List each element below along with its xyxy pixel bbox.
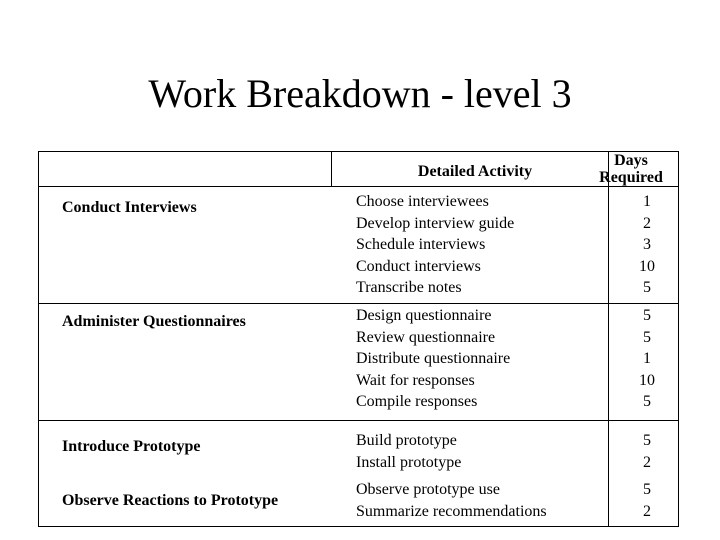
activity-list — [356, 305, 510, 413]
days-value: 2 — [643, 214, 651, 232]
activity-item: Schedule interviews — [356, 236, 486, 253]
task-label: Conduct Interviews — [62, 199, 197, 216]
activity-item: Compile responses — [356, 393, 478, 410]
activity-item: Choose interviewees — [356, 193, 489, 210]
activity-item: Distribute questionnaire — [356, 350, 511, 367]
activity-list — [356, 479, 547, 522]
days-value: 5 — [643, 481, 651, 498]
days-list — [617, 191, 677, 299]
activity-item: Install prototype — [356, 453, 462, 471]
page-title: Work Breakdown - level 3 — [148, 71, 572, 116]
activity-item: Summarize recommendations — [356, 502, 547, 520]
header-days-required — [592, 152, 670, 186]
header-detailed-activity: Detailed Activity — [417, 163, 533, 180]
activity-item: Design questionnaire — [356, 307, 492, 324]
days-list — [617, 305, 677, 413]
row-divider — [38, 303, 679, 304]
row-divider — [38, 420, 679, 421]
activity-item: Develop interview guide — [356, 214, 515, 232]
activity-item: Conduct interviews — [356, 257, 481, 275]
days-list — [617, 479, 677, 522]
days-value: 5 — [643, 307, 651, 324]
days-value: 5 — [643, 432, 651, 449]
header-column-divider — [331, 151, 332, 186]
activity-list — [356, 191, 514, 299]
days-value: 3 — [643, 236, 651, 253]
days-value: 5 — [643, 328, 651, 346]
header-divider — [38, 186, 679, 187]
days-value: 10 — [639, 371, 655, 389]
activity-list — [356, 430, 461, 473]
header-required-line: Required — [599, 169, 663, 186]
days-value: 1 — [643, 350, 651, 367]
days-list — [617, 430, 677, 473]
days-column-divider — [608, 151, 609, 527]
days-value: 2 — [643, 453, 651, 471]
days-value: 5 — [643, 393, 651, 410]
days-value: 2 — [643, 502, 651, 520]
task-label: Administer Questionnaires — [62, 313, 246, 330]
activity-item: Build prototype — [356, 432, 457, 449]
task-label: Introduce Prototype — [62, 438, 201, 455]
days-value: 1 — [643, 193, 651, 210]
task-label: Observe Reactions to Prototype — [62, 492, 279, 509]
days-value: 10 — [639, 257, 655, 275]
activity-item: Transcribe notes — [356, 279, 462, 296]
activity-item: Observe prototype use — [356, 481, 500, 498]
days-value: 5 — [643, 279, 651, 296]
header-days-line: Days — [614, 152, 648, 169]
activity-item: Review questionnaire — [356, 328, 496, 346]
activity-item: Wait for responses — [356, 371, 475, 389]
